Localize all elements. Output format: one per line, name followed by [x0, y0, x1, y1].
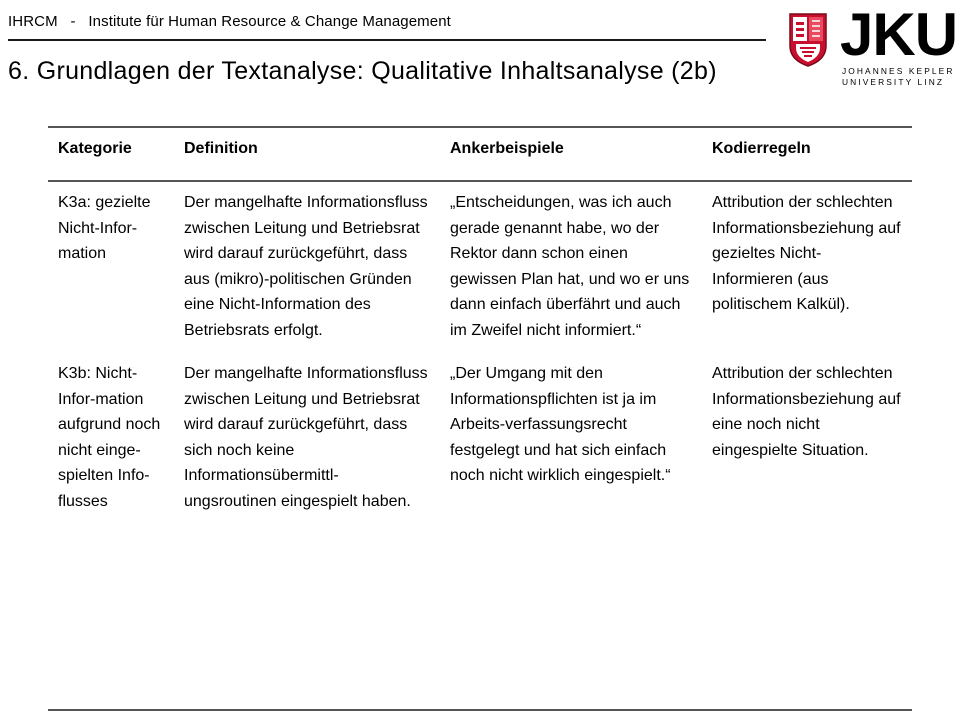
header-line — [8, 13, 451, 30]
header-rule — [8, 39, 766, 41]
table-header-row — [48, 127, 912, 181]
coat-of-arms-icon — [788, 12, 828, 68]
table-bottom-rule — [48, 709, 912, 711]
logo-line-2: UNIVERSITY LINZ — [842, 77, 945, 87]
cell-kodierregel: Attribution der schlechten Informationsbeziehung auf gezieltes Nicht-Informieren (aus politischem Kalkül). — [712, 194, 901, 313]
header-definition: Definition — [174, 127, 440, 181]
cell-definition: Der mangelhafte Informationsfluss zwischen Leitung und Betriebsrat wird darauf zurückgeführt, dass aus (mikro)-politischen Gründen eine Nicht-Information des Betriebsrats erfolgt. — [184, 194, 428, 339]
logo-mark: JKU — [840, 1, 958, 68]
cell-kodierregel: Attribution der schlechten Informationsbeziehung auf eine noch nicht eingespielte Situation. — [712, 365, 901, 459]
header-ankerbeispiele: Ankerbeispiele — [440, 127, 702, 181]
header-separator: - — [70, 13, 76, 30]
cell-kategorie: K3a: gezielte Nicht-Infor-mation — [58, 194, 151, 262]
cell-ankerbeispiel: „Der Umgang mit den Informationspflichten ist ja im Arbeits-verfassungsrecht festgelegt und hat sich einfach noch nicht wirklich eingespielt.“ — [450, 365, 671, 484]
org-name: Institute für Human Resource & Change Management — [88, 13, 451, 30]
jku-logo — [840, 1, 958, 100]
header-kodierregeln: Kodierregeln — [702, 127, 912, 181]
header-kategorie: Kategorie — [48, 127, 174, 181]
cell-definition: Der mangelhafte Informationsfluss zwischen Leitung und Betriebsrat wird darauf zurückgeführt, dass sich noch keine Informationsübermittl-ungsroutinen eingespielt haben. — [184, 365, 428, 510]
slide-title: 6. Grundlagen der Textanalyse: Qualitative Inhaltsanalyse (2b) — [8, 57, 717, 85]
org-abbr: IHRCM — [8, 13, 58, 30]
table-row — [48, 181, 912, 353]
category-table — [48, 126, 912, 524]
table-row — [48, 353, 912, 524]
cell-ankerbeispiel: „Entscheidungen, was ich auch gerade genannt habe, wo der Rektor dann schon einen gewissen Plan hat, und wo er uns dann einfach überfährt und auch im Zweifel nicht informiert.“ — [450, 194, 690, 339]
logo-line-1: JOHANNES KEPLER — [842, 66, 955, 76]
cell-kategorie: K3b: Nicht-Infor-mation aufgrund noch nicht einge-spielten Info-flusses — [58, 365, 161, 510]
